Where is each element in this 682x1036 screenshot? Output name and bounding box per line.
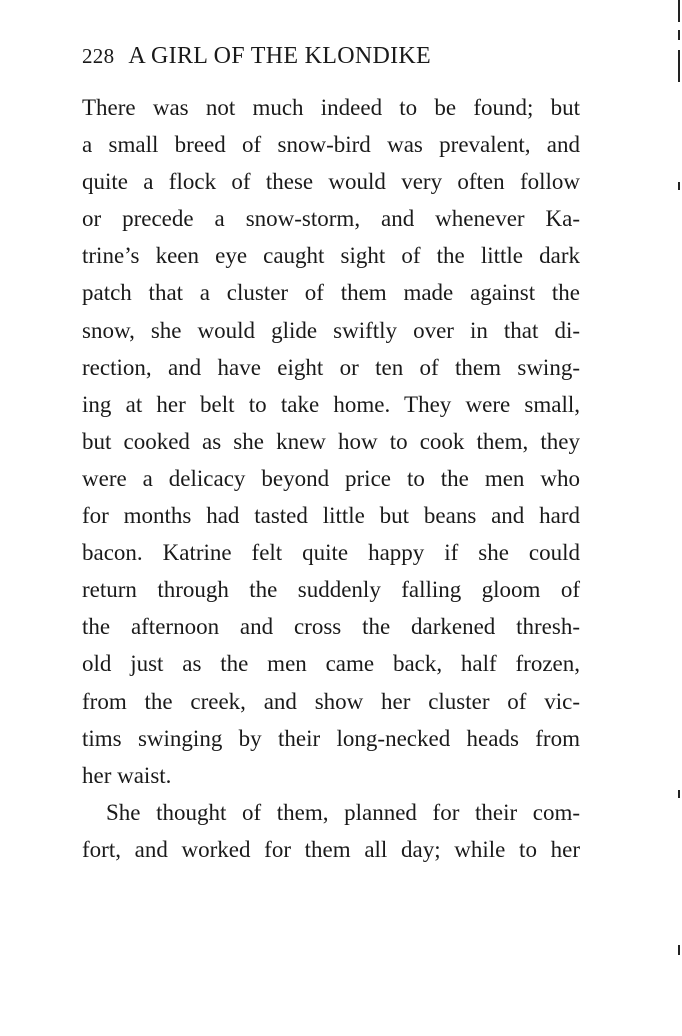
text-line: old just as the men came back, half frozen,: [82, 651, 580, 677]
text-line: rection, and have eight or ten of them swing-: [82, 354, 580, 380]
running-title: A GIRL OF THE KLONDIKE: [128, 43, 431, 69]
text-line: return through the suddenly falling gloom of: [82, 577, 580, 603]
text-line: tims swinging by their long-necked heads from: [82, 725, 580, 751]
text-line: quite a flock of these would very often follow: [82, 169, 580, 195]
body-text: [82, 89, 580, 868]
scan-edge-mark: [678, 945, 680, 955]
text-line: but cooked as she knew how to cook them, they: [82, 428, 580, 454]
text-line: were a delicacy beyond price to the men who: [82, 465, 580, 491]
text-line: There was not much indeed to be found; but: [82, 95, 580, 120]
running-head: [82, 40, 582, 72]
scan-edge-mark: [678, 30, 680, 40]
paragraph: [82, 89, 580, 794]
text-line: ing at her belt to take home. They were small,: [82, 391, 580, 417]
text-line: from the creek, and show her cluster of vic-: [82, 688, 580, 714]
text-line: snow, she would glide swiftly over in that di-: [82, 317, 580, 343]
paragraph: [82, 794, 580, 868]
text-line: She thought of them, planned for their com-: [106, 799, 580, 825]
text-line: her waist.: [82, 762, 172, 788]
scan-edge-mark: [678, 790, 680, 798]
text-line: or precede a snow-storm, and whenever Ka-: [82, 206, 580, 232]
text-line: fort, and worked for them all day; while to her: [82, 836, 580, 862]
text-line: trine’s keen eye caught sight of the little dark: [82, 243, 580, 269]
text-line: bacon. Katrine felt quite happy if she could: [82, 540, 580, 566]
scan-edge-mark: [678, 0, 680, 22]
text-line: patch that a cluster of them made against the: [82, 280, 580, 306]
scan-edge-mark: [678, 50, 680, 82]
text-line: the afternoon and cross the darkened thresh-: [82, 614, 580, 640]
text-line: for months had tasted little but beans and hard: [82, 503, 580, 529]
scan-edge-mark: [678, 182, 680, 190]
text-line: a small breed of snow-bird was prevalent, and: [82, 132, 580, 158]
page-number: 228: [82, 44, 115, 68]
